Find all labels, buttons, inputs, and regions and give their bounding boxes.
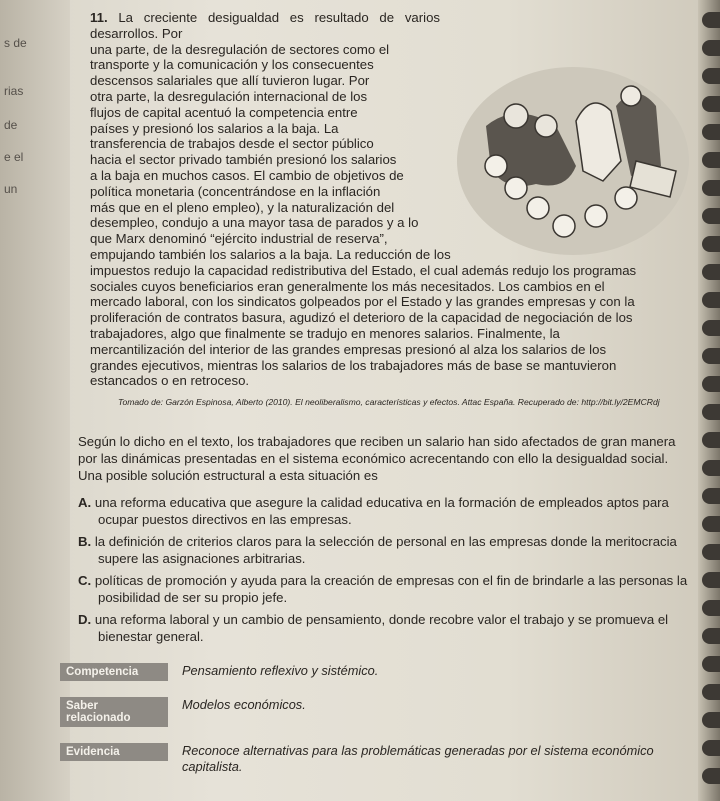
answer-option-a[interactable] xyxy=(78,494,690,528)
binding-ring xyxy=(702,600,720,616)
question-content xyxy=(60,10,690,791)
question-stem: Según lo dicho en el texto, los trabajadores que reciben un salario han sido afectados de gran manera por las dinámicas presentadas en el sistema económico acrecentando con ello la desigualdad social. Una posible solución estructural a esta situación es xyxy=(78,433,676,483)
meta-value: Pensamiento reflexivo y sistémico. xyxy=(182,662,379,678)
question-metadata xyxy=(60,663,690,775)
passage-line: una parte, de la desregulación de sectores como el xyxy=(90,41,390,57)
binding-ring xyxy=(702,124,720,140)
binding-ring xyxy=(702,432,720,448)
meta-competencia xyxy=(60,663,690,681)
binding-ring xyxy=(702,376,720,392)
binding-ring xyxy=(702,572,720,588)
binding-ring xyxy=(702,264,720,280)
passage-line: mercantilización del interior de las grandes empresas presionó al alza los salarios de los xyxy=(90,341,607,357)
passage-full-column xyxy=(60,247,690,389)
meta-label: Evidencia xyxy=(60,743,168,761)
binding-ring xyxy=(702,40,720,56)
option-letter: C. xyxy=(78,572,92,588)
binding-ring xyxy=(702,96,720,112)
option-letter: A. xyxy=(78,494,92,510)
binding-ring xyxy=(702,68,720,84)
passage-line: otra parte, la desregulación internacional de los xyxy=(90,88,368,104)
passage-line: mercado laboral, con los sindicatos golpeados por el Estado y las grandes empresas y con la xyxy=(90,294,635,310)
option-letter: B. xyxy=(78,533,92,549)
passage-line: sociales cuyos beneficiarios eran generalmente los más necesitados. Los cambios en el xyxy=(90,278,605,294)
passage-line: empujando también los salarios a la baja. La reducción de los xyxy=(90,246,451,262)
answer-option-d[interactable] xyxy=(78,611,690,645)
coin-icon xyxy=(553,215,575,237)
source-citation: Tomado de: Garzón Espinosa, Alberto (2010). El neoliberalismo, características y efectos. Attac España. Recuperado de: http://bit.ly/2EMCRdj xyxy=(118,397,660,408)
passage-line: a la baja en muchos casos. El cambio de objetivos de xyxy=(90,167,404,183)
option-letter: D. xyxy=(78,611,92,627)
option-text: políticas de promoción y ayuda para la creación de empresas con el fin de brindarle a las personas la posibilidad de ser su propio jefe. xyxy=(94,572,688,605)
option-text: una reforma laboral y un cambio de pensamiento, donde recobre valor el trabajo y se promueva el bienestar general. xyxy=(94,611,669,644)
passage-line: hacia el sector privado también presionó los salarios xyxy=(90,152,397,168)
meta-value: Modelos económicos. xyxy=(182,696,306,712)
meta-saber-relacionado xyxy=(60,697,690,727)
binding-ring xyxy=(702,152,720,168)
passage-line: países y presionó los salarios a la baja. La xyxy=(90,120,339,136)
option-text: una reforma educativa que asegure la calidad educativa en la formación de empleados aptos para ocupar puestos directivos en las empresas. xyxy=(94,494,669,527)
passage-line: grandes ejecutivos, mientras los salarios de los trabajadores más de base se mantuvieron xyxy=(90,357,617,373)
answer-option-c[interactable] xyxy=(78,572,690,606)
spiral-binding xyxy=(698,0,720,801)
binding-ring xyxy=(702,656,720,672)
option-text: la definición de criterios claros para la selección de personal en las empresas donde la meritocracia supere las asignaciones arbitrarias. xyxy=(94,533,677,566)
reading-passage xyxy=(60,10,690,411)
meta-label: Competencia xyxy=(60,663,168,681)
passage-line: que Marx denominó “ejército industrial de reserva”, xyxy=(90,231,388,247)
binding-ring xyxy=(702,516,720,532)
passage-line: flujos de capital acentuó la competencia entre xyxy=(90,104,358,120)
meta-value: Reconoce alternativas para las problemáticas generadas por el sistema económico capitalista. xyxy=(182,742,654,774)
binding-ring xyxy=(702,404,720,420)
coin-icon xyxy=(527,197,549,219)
binding-ring xyxy=(702,180,720,196)
answer-options xyxy=(78,494,690,645)
meta-evidencia xyxy=(60,743,690,775)
cartoon-illustration xyxy=(456,66,690,256)
binding-ring xyxy=(702,684,720,700)
passage-line: proliferación de contratos basura, agudizó el deterioro de la capacidad de negociación de los xyxy=(90,310,633,326)
passage-line: descensos salariales que allí tuvieron lugar. Por xyxy=(90,73,370,89)
passage-line: estancados o en retroceso. xyxy=(90,373,250,389)
binding-ring xyxy=(702,12,720,28)
passage-line: transporte y la comunicación y los consecuentes xyxy=(90,57,374,73)
coin-icon xyxy=(485,155,507,177)
passage-line: trabajadores, algo que finalmente se tradujo en menores salarios. Finalmente, la xyxy=(90,325,560,341)
binding-ring xyxy=(702,320,720,336)
binding-ring xyxy=(702,292,720,308)
answer-option-b[interactable] xyxy=(78,533,690,567)
binding-ring xyxy=(702,628,720,644)
margin-fragment: e el xyxy=(4,150,24,164)
binding-ring xyxy=(702,740,720,756)
passage-line: política monetaria (concentrándose en la inflación xyxy=(90,183,381,199)
coin-icon xyxy=(615,187,637,209)
margin-fragment: un xyxy=(4,182,18,196)
passage-line: desempleo, condujo a una mayor tasa de parados y a lo xyxy=(90,215,419,231)
passage-line: impuestos redujo la capacidad redistributiva del Estado, el cual además redujo los programas xyxy=(90,262,637,278)
coin-icon xyxy=(585,205,607,227)
binding-ring xyxy=(702,348,720,364)
binding-ring xyxy=(702,544,720,560)
question-number: 11. xyxy=(90,10,108,25)
passage-line: La creciente desigualdad es resultado de varios desarrollos. Por xyxy=(90,10,440,41)
margin-fragment: rias xyxy=(4,84,24,98)
passage-line: más que en el pleno empleo), y la naturalización del xyxy=(90,199,395,215)
coin-icon xyxy=(505,177,527,199)
passage-narrow-column xyxy=(60,10,440,247)
binding-ring xyxy=(702,460,720,476)
binding-ring xyxy=(702,488,720,504)
binding-ring xyxy=(702,712,720,728)
binding-ring xyxy=(702,208,720,224)
margin-fragment: s de xyxy=(4,36,27,50)
margin-fragment: de xyxy=(4,118,18,132)
binding-ring xyxy=(702,768,720,784)
passage-line: transferencia de trabajos desde el sector público xyxy=(90,136,374,152)
meta-label: Saber relacionado xyxy=(60,697,168,727)
binding-ring xyxy=(702,236,720,252)
